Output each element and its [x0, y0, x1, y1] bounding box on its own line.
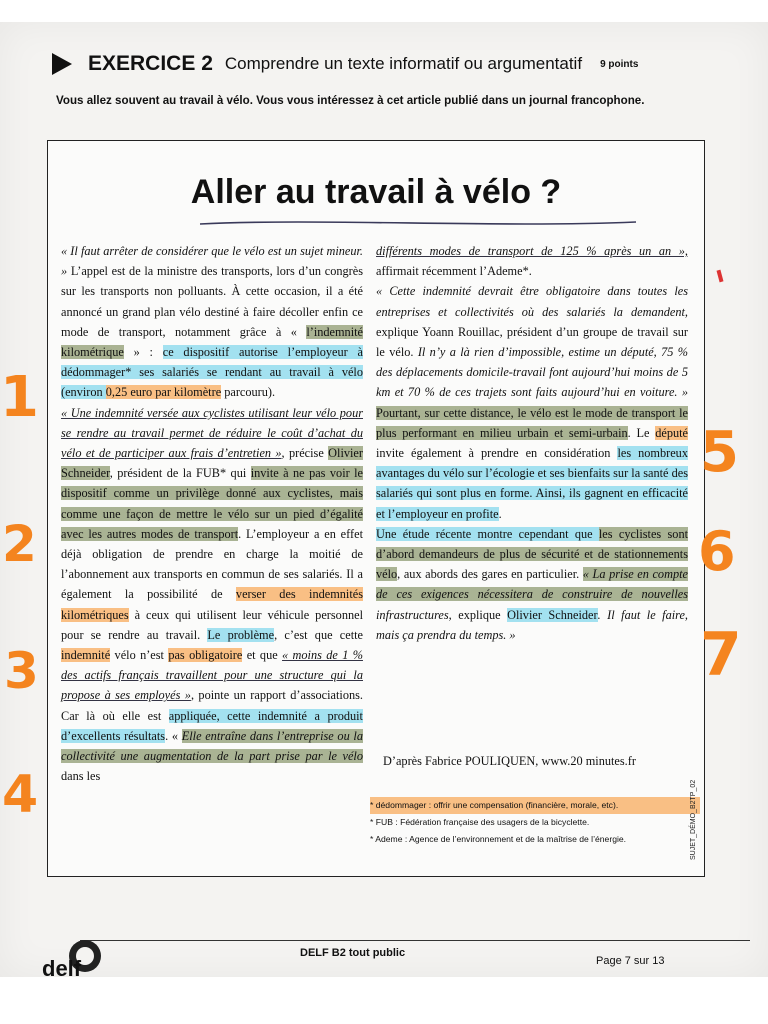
exercise-intro: Vous allez souvent au travail à vélo. Vous vous intéressez à cet article publié dans un journal francophone.	[56, 94, 645, 107]
article-text: vélo n’est	[110, 648, 169, 663]
article-left-column	[61, 241, 363, 786]
highlighted-text: Pourtant, sur cette distance, le vélo est le mode de transport le plus performant en milieu urbain et semi-urbain	[376, 405, 688, 440]
handwritten-title-underline	[198, 216, 638, 230]
highlighted-text: 0,25 euro par kilomètre	[105, 385, 222, 400]
highlighted-text: Le problème	[207, 627, 275, 642]
footnote: * FUB : Fédération française des usagers de la bicyclette.	[370, 817, 590, 827]
article-text: , aux abords des gares en particulier.	[397, 567, 583, 582]
article-text: explique	[451, 607, 508, 622]
article-text: . Le	[627, 425, 656, 440]
footer-divider	[80, 940, 750, 941]
footer-page-number: Page 7 sur 13	[596, 955, 665, 967]
footnotes	[370, 797, 700, 848]
highlighted-text: député	[655, 425, 688, 440]
article-text: » :	[123, 345, 163, 360]
handwritten-number: 1	[0, 365, 39, 430]
footnote: * dédommager : offrir une compensation (financière, morale, etc).	[370, 797, 700, 814]
article-text: invite également à prendre en considération	[376, 446, 618, 461]
article-text: .	[498, 506, 502, 521]
highlighted-text: Olivier Schneider	[61, 446, 363, 481]
article-text: « Cette indemnité devrait être obligatoire dans toutes les entreprises et collectivités où des salariés la demandent,	[376, 284, 688, 319]
handwritten-number: 3	[4, 642, 39, 700]
handwritten-number: 5	[700, 420, 739, 485]
document-code: SUJET_DÉMO_B2TP_02	[690, 779, 697, 860]
article-text: affirmait récemment l’Ademe*.	[376, 264, 532, 279]
delf-logo-icon	[40, 938, 120, 980]
article-text: L’appel est de la ministre des transports, lors d’un congrès sur les transports non polluants. À cette occasion, il a été annoncé un grand plan vélo destiné à faire décoller enfin ce mode de transport, notamment grâce à «	[61, 264, 363, 339]
highlighted-text: appliquée, cette indemnité a produit d’excellents résultats	[61, 708, 363, 743]
article-text: , président de la FUB* qui	[109, 466, 251, 481]
highlighted-text: pas obligatoire	[168, 648, 243, 663]
play-triangle-icon	[52, 53, 72, 75]
article-text: « Il faut arrêter de considérer que le vélo est un sujet mineur. »	[61, 244, 363, 279]
highlighted-text: verser des indemnités kilométriques	[61, 587, 363, 622]
highlighted-text: l’indemnité kilométrique	[61, 324, 363, 360]
article-text: parcouru).	[221, 385, 276, 400]
article-text: différents modes de transport de 125 % après un an »,	[376, 244, 688, 258]
highlighted-text: invite à ne pas voir le dispositif comme un privilège donné aux cyclistes, mais comme une façon de mettre le vélo sur un pied d’égalité avec les autres modes de transport	[61, 466, 364, 541]
handwritten-number: 4	[2, 765, 39, 825]
highlighted-text: ce dispositif autorise l’employeur à dédommager* ses salariés se rendant au travail à vélo (environ	[61, 345, 363, 400]
article-text: et que	[242, 648, 283, 663]
article-text: infrastructures,	[376, 607, 452, 622]
article-text: « moins de 1 % des actifs français travaillent pour une structure qui la propose à ses employés »	[61, 648, 363, 703]
article-text: « Une indemnité versée aux cyclistes utilisant leur vélo pour se rendre au travail permet de réduire le coût d’achat du vélo et de participer aux frais d’entretien »	[61, 405, 363, 461]
handwritten-number: 6	[698, 520, 736, 583]
article-text: dans les	[61, 769, 101, 784]
handwritten-number: 7	[700, 620, 742, 690]
handwritten-number: 2	[2, 515, 37, 573]
article-right-column	[376, 241, 688, 645]
footnote: * Ademe : Agence de l’environnement et de la maîtrise de l’énergie.	[370, 834, 627, 844]
logo-text: delf	[42, 956, 82, 980]
article-title: Aller au travail à vélo ?	[190, 173, 562, 211]
highlighted-text: les cyclistes sont d’abord demandeurs de plus de sécurité et de stationnements vélo	[376, 526, 689, 582]
article-box	[47, 140, 705, 877]
article-text: explique Yoann Rouillac, président d’un groupe de travail sur le vélo.	[376, 324, 688, 360]
article-text: , pointe un rapport d’associations. Car là où elle est	[61, 688, 363, 723]
article-text: . «	[165, 728, 182, 743]
highlighted-text: indemnité	[61, 648, 111, 663]
highlighted-text: Olivier Schneider	[507, 607, 598, 622]
footer-exam-name: DELF B2 tout public	[300, 947, 406, 959]
highlighted-text: Elle entraîne dans l’entreprise ou la collectivité une augmentation de la part prise par le vélo	[61, 728, 363, 764]
article-text: . L’employeur a en effet déjà obligation de prendre en charge la moitié de l’abonnement aux transports en commun de ses salariés. Il a également la possibilité de	[61, 526, 363, 602]
article-text: , c’est que cette	[274, 627, 363, 642]
highlighted-text: « La prise en compte de ces exigences nécessitera de construire de nouvelles	[376, 567, 688, 602]
highlighted-text: les nombreux avantages du vélo sur l’écologie et ses bienfaits sur la santé des salariés qui sont plus en forme. Ainsi, ils gagnent en efficacité et l’employeur en profite	[376, 446, 688, 521]
exercise-points: 9 points	[600, 58, 639, 70]
article-text: , précise	[281, 446, 329, 461]
exercise-subtitle: Comprendre un texte informatif ou argumentatif	[224, 54, 583, 73]
exercise-title: EXERCICE 2	[88, 52, 213, 75]
highlighted-text: Une étude récente montre cependant que	[376, 526, 599, 541]
article-text: . Il faut le faire, mais ça prendra du temps. »	[376, 607, 688, 642]
article-text: à ceux qui utilisent leur véhicule personnel pour se rendre au travail.	[61, 607, 363, 642]
exercise-header	[52, 48, 712, 80]
article-text: Il n’y a là rien d’impossible, estime un député, 75 % des déplacements domicile-travail font aujourd’hui moins de 5 km et 70 % de ces trajets sont faits aujourd’hui en voiture. »	[376, 345, 688, 400]
article-credit: D’après Fabrice POULIQUEN, www.20 minutes.fr	[383, 754, 636, 768]
